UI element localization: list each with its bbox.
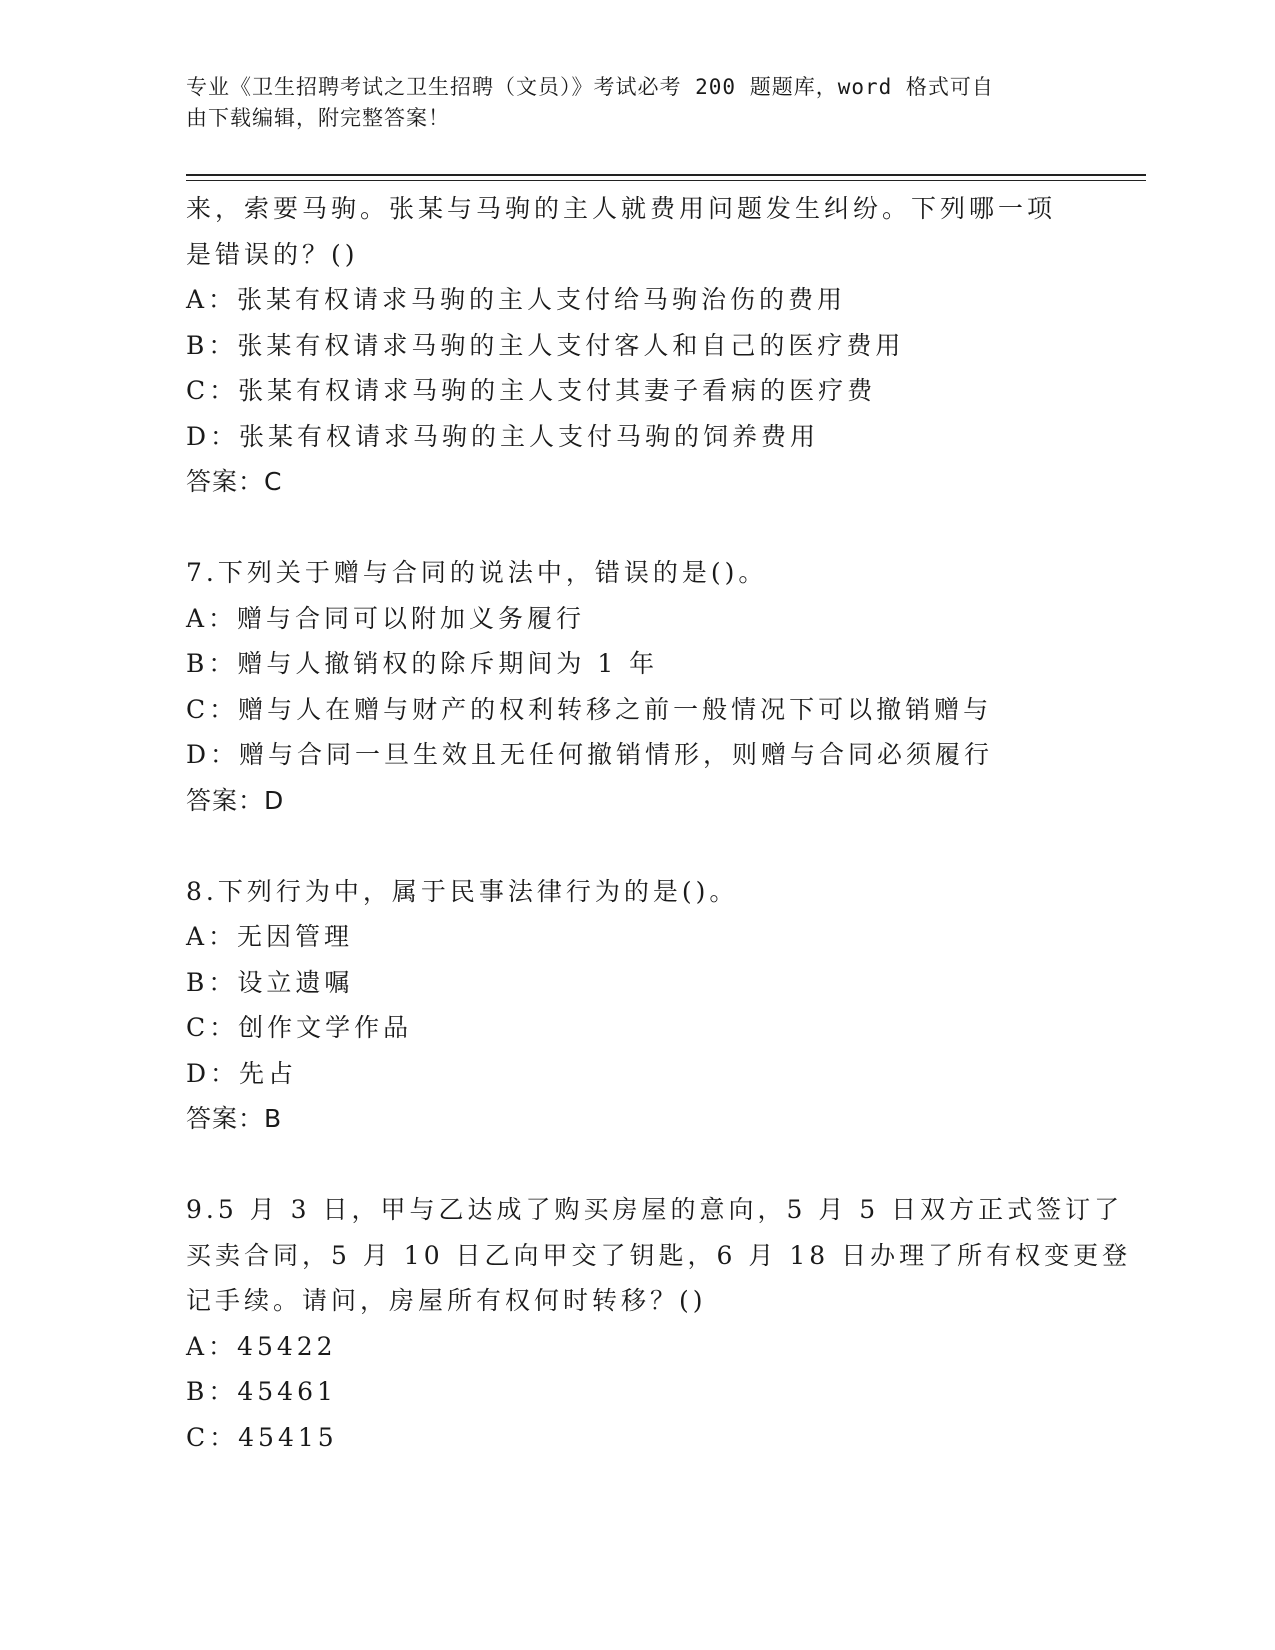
option-b: B：张某有权请求马驹的主人支付客人和自己的医疗费用 <box>186 330 905 360</box>
option-d: D：赠与合同一旦生效且无任何撤销情形，则赠与合同必须履行 <box>186 740 994 769</box>
question-stem: 8.下列行为中，属于民事法律行为的是()。 <box>186 876 739 906</box>
option-d: D：张某有权请求马驹的主人支付马驹的饲养费用 <box>186 421 820 451</box>
option-b: B：赠与人撤销权的除斥期间为 1 年 <box>186 649 659 678</box>
answer-line: 答案：B <box>186 1104 283 1133</box>
question-stem: 7.下列关于赠与合同的说法中，错误的是()。 <box>186 558 768 587</box>
question-7 <box>186 550 1086 823</box>
header-divider-thick <box>186 174 1146 176</box>
header-line-1: 专业《卫生招聘考试之卫生招聘（文员）》考试必考 200 题题库，word 格式可自 <box>186 75 994 99</box>
question-8 <box>186 869 1086 1142</box>
spacer <box>186 823 1086 869</box>
question-stem-line: 来，索要马驹。张某与马驹的主人就费用问题发生纠纷。下列哪一项 <box>186 194 1057 223</box>
option-a: A：45422 <box>186 1331 337 1361</box>
option-c: C：创作文学作品 <box>186 1013 413 1042</box>
option-a: A：张某有权请求马驹的主人支付给马驹治伤的费用 <box>186 285 847 314</box>
option-c: C：45415 <box>186 1422 338 1452</box>
answer-line: 答案：C <box>186 467 283 496</box>
spacer <box>186 505 1086 551</box>
question-stem-line: 记手续。请问，房屋所有权何时转移？() <box>186 1286 707 1315</box>
option-a: A：赠与合同可以附加义务履行 <box>186 603 586 633</box>
option-b: B：45461 <box>186 1377 337 1406</box>
question-list <box>186 186 1132 1460</box>
question-stem-line: 买卖合同，5 月 10 日乙向甲交了钥匙，6 月 18 日办理了所有权变更登 <box>186 1240 1132 1270</box>
option-c: C：赠与人在赠与财产的权利转移之前一般情况下可以撤销赠与 <box>186 694 993 724</box>
question-6-continued <box>186 186 1086 505</box>
answer-line: 答案：D <box>186 785 285 815</box>
option-c: C：张某有权请求马驹的主人支付其妻子看病的医疗费 <box>186 376 877 405</box>
header-divider-thin <box>186 180 1146 181</box>
spacer <box>186 1142 1086 1188</box>
question-9 <box>186 1187 1132 1460</box>
option-a: A：无因管理 <box>186 922 354 951</box>
option-b: B：设立遗嘱 <box>186 967 354 997</box>
option-d: D：先占 <box>186 1058 298 1088</box>
header-line-2: 由下载编辑，附完整答案！ <box>186 106 450 130</box>
question-stem-line: 是错误的？() <box>186 239 359 269</box>
question-stem-line: 9.5 月 3 日，甲与乙达成了购买房屋的意向，5 月 5 日双方正式签订了 <box>186 1195 1124 1224</box>
document-header <box>186 72 1066 134</box>
